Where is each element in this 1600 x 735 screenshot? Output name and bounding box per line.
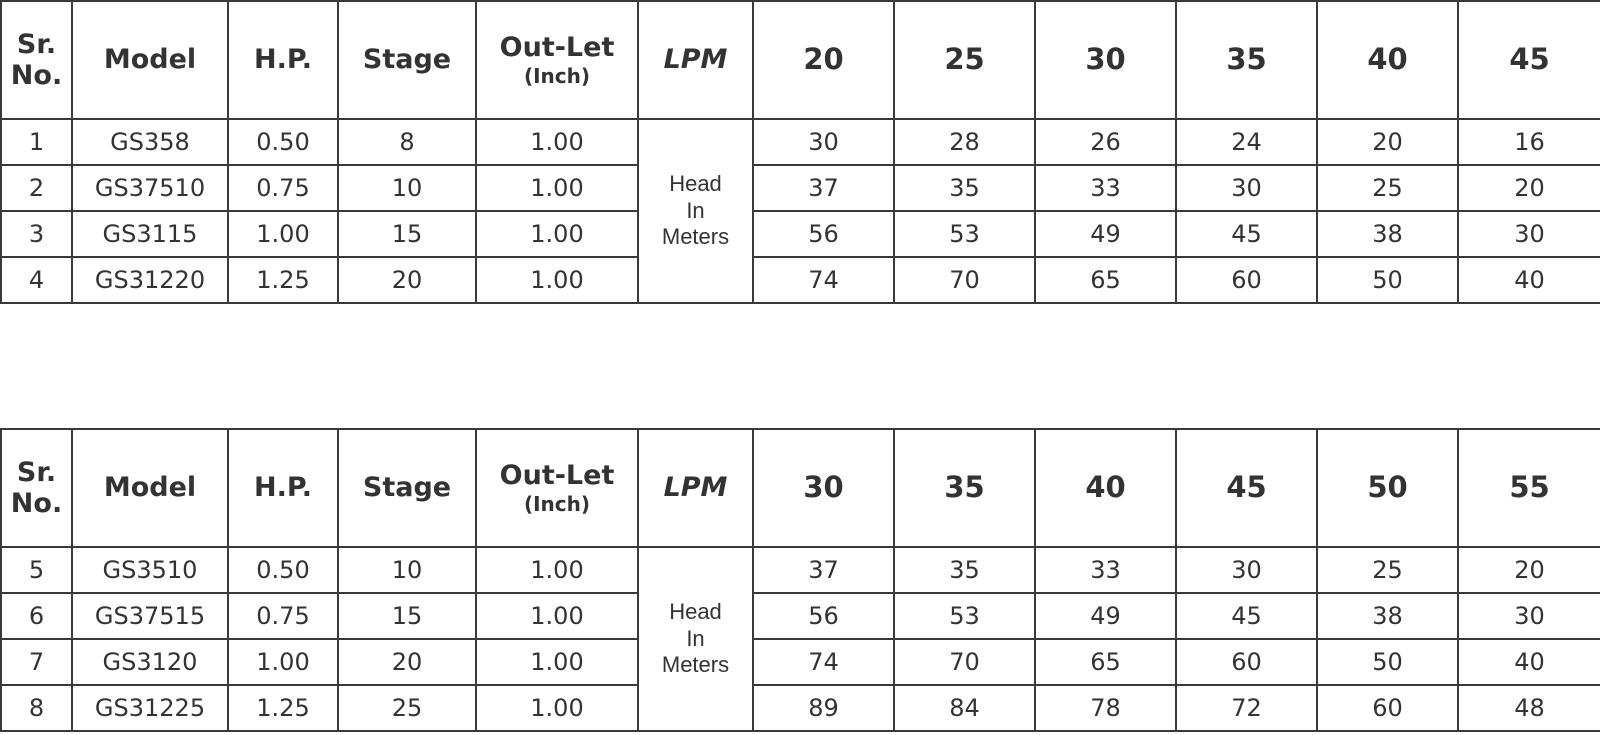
outlet-cell: 1.00 xyxy=(476,119,638,165)
outlet-cell: 1.00 xyxy=(476,211,638,257)
head-value-cell: 28 xyxy=(894,119,1035,165)
head-value-cell: 26 xyxy=(1035,119,1176,165)
stage-cell: 8 xyxy=(338,119,476,165)
lpm-value-header: 55 xyxy=(1458,429,1600,547)
sr-no-cell: 1 xyxy=(1,119,72,165)
head-value-cell: 24 xyxy=(1176,119,1317,165)
head-value-cell: 49 xyxy=(1035,593,1176,639)
sr-no-cell: 6 xyxy=(1,593,72,639)
sr-no-cell: 8 xyxy=(1,685,72,731)
sr-no-cell: 5 xyxy=(1,547,72,593)
head-value-cell: 53 xyxy=(894,593,1035,639)
head-value-cell: 37 xyxy=(753,165,894,211)
outlet-header: Out-Let (Inch) xyxy=(476,1,638,119)
model-cell: GS31225 xyxy=(72,685,228,731)
table-row xyxy=(1,547,1600,593)
stage-header: Stage xyxy=(338,429,476,547)
outlet-cell: 1.00 xyxy=(476,593,638,639)
head-value-cell: 30 xyxy=(1458,211,1600,257)
head-value-cell: 30 xyxy=(753,119,894,165)
lpm-value-header: 50 xyxy=(1317,429,1458,547)
hp-cell: 1.25 xyxy=(228,685,338,731)
outlet-cell: 1.00 xyxy=(476,257,638,303)
lpm-value-header: 35 xyxy=(894,429,1035,547)
head-value-cell: 56 xyxy=(753,593,894,639)
table-row xyxy=(1,211,1600,257)
sr-no-cell: 2 xyxy=(1,165,72,211)
lpm-value-header: 30 xyxy=(1035,1,1176,119)
head-value-cell: 74 xyxy=(753,257,894,303)
model-cell: GS3115 xyxy=(72,211,228,257)
outlet-cell: 1.00 xyxy=(476,547,638,593)
sr-no-cell: 3 xyxy=(1,211,72,257)
head-value-cell: 78 xyxy=(1035,685,1176,731)
head-in-meters-label: Head In Meters xyxy=(638,119,753,303)
head-value-cell: 25 xyxy=(1317,547,1458,593)
head-value-cell: 25 xyxy=(1317,165,1458,211)
head-value-cell: 33 xyxy=(1035,547,1176,593)
model-cell: GS37510 xyxy=(72,165,228,211)
head-value-cell: 70 xyxy=(894,257,1035,303)
sr-no-header: Sr. No. xyxy=(1,1,72,119)
head-value-cell: 45 xyxy=(1176,593,1317,639)
outlet-cell: 1.00 xyxy=(476,639,638,685)
outlet-cell: 1.00 xyxy=(476,165,638,211)
head-value-cell: 50 xyxy=(1317,639,1458,685)
model-cell: GS31220 xyxy=(72,257,228,303)
head-value-cell: 45 xyxy=(1176,211,1317,257)
hp-header: H.P. xyxy=(228,1,338,119)
head-value-cell: 53 xyxy=(894,211,1035,257)
head-value-cell: 30 xyxy=(1458,593,1600,639)
model-header: Model xyxy=(72,429,228,547)
model-cell: GS358 xyxy=(72,119,228,165)
sr-no-cell: 7 xyxy=(1,639,72,685)
header-row xyxy=(1,429,1600,547)
lpm-value-header: 20 xyxy=(753,1,894,119)
table-row xyxy=(1,257,1600,303)
head-value-cell: 84 xyxy=(894,685,1035,731)
stage-cell: 15 xyxy=(338,593,476,639)
head-value-cell: 50 xyxy=(1317,257,1458,303)
head-value-cell: 30 xyxy=(1176,547,1317,593)
head-value-cell: 60 xyxy=(1317,685,1458,731)
model-cell: GS3120 xyxy=(72,639,228,685)
table-row xyxy=(1,119,1600,165)
stage-header: Stage xyxy=(338,1,476,119)
hp-cell: 0.50 xyxy=(228,547,338,593)
hp-header: H.P. xyxy=(228,429,338,547)
head-value-cell: 33 xyxy=(1035,165,1176,211)
head-value-cell: 38 xyxy=(1317,593,1458,639)
stage-cell: 10 xyxy=(338,165,476,211)
outlet-cell: 1.00 xyxy=(476,685,638,731)
head-value-cell: 60 xyxy=(1176,257,1317,303)
head-value-cell: 74 xyxy=(753,639,894,685)
head-value-cell: 38 xyxy=(1317,211,1458,257)
stage-cell: 25 xyxy=(338,685,476,731)
head-value-cell: 65 xyxy=(1035,639,1176,685)
hp-cell: 1.00 xyxy=(228,639,338,685)
head-value-cell: 48 xyxy=(1458,685,1600,731)
table-row xyxy=(1,165,1600,211)
hp-cell: 0.75 xyxy=(228,165,338,211)
head-value-cell: 65 xyxy=(1035,257,1176,303)
header-row xyxy=(1,1,1600,119)
sr-no-header: Sr. No. xyxy=(1,429,72,547)
head-value-cell: 20 xyxy=(1458,547,1600,593)
model-cell: GS37515 xyxy=(72,593,228,639)
lpm-value-header: 45 xyxy=(1458,1,1600,119)
lpm-header: LPM xyxy=(638,1,753,119)
head-value-cell: 30 xyxy=(1176,165,1317,211)
hp-cell: 1.25 xyxy=(228,257,338,303)
head-value-cell: 35 xyxy=(894,165,1035,211)
outlet-header: Out-Let (Inch) xyxy=(476,429,638,547)
head-value-cell: 40 xyxy=(1458,257,1600,303)
table-row xyxy=(1,593,1600,639)
stage-cell: 20 xyxy=(338,639,476,685)
stage-cell: 15 xyxy=(338,211,476,257)
hp-cell: 0.75 xyxy=(228,593,338,639)
head-value-cell: 20 xyxy=(1458,165,1600,211)
lpm-value-header: 45 xyxy=(1176,429,1317,547)
head-value-cell: 60 xyxy=(1176,639,1317,685)
table-row xyxy=(1,639,1600,685)
model-cell: GS3510 xyxy=(72,547,228,593)
lpm-value-header: 35 xyxy=(1176,1,1317,119)
head-value-cell: 16 xyxy=(1458,119,1600,165)
head-value-cell: 89 xyxy=(753,685,894,731)
model-header: Model xyxy=(72,1,228,119)
head-value-cell: 20 xyxy=(1317,119,1458,165)
head-value-cell: 56 xyxy=(753,211,894,257)
sr-no-cell: 4 xyxy=(1,257,72,303)
head-value-cell: 70 xyxy=(894,639,1035,685)
head-value-cell: 49 xyxy=(1035,211,1176,257)
head-value-cell: 72 xyxy=(1176,685,1317,731)
lpm-value-header: 40 xyxy=(1317,1,1458,119)
head-in-meters-label: Head In Meters xyxy=(638,547,753,731)
stage-cell: 10 xyxy=(338,547,476,593)
lpm-header: LPM xyxy=(638,429,753,547)
hp-cell: 0.50 xyxy=(228,119,338,165)
pump-spec-table-2 xyxy=(0,428,1600,732)
head-value-cell: 35 xyxy=(894,547,1035,593)
head-value-cell: 40 xyxy=(1458,639,1600,685)
pump-spec-table-1 xyxy=(0,0,1600,304)
hp-cell: 1.00 xyxy=(228,211,338,257)
lpm-value-header: 40 xyxy=(1035,429,1176,547)
lpm-value-header: 30 xyxy=(753,429,894,547)
stage-cell: 20 xyxy=(338,257,476,303)
lpm-value-header: 25 xyxy=(894,1,1035,119)
head-value-cell: 37 xyxy=(753,547,894,593)
table-row xyxy=(1,685,1600,731)
